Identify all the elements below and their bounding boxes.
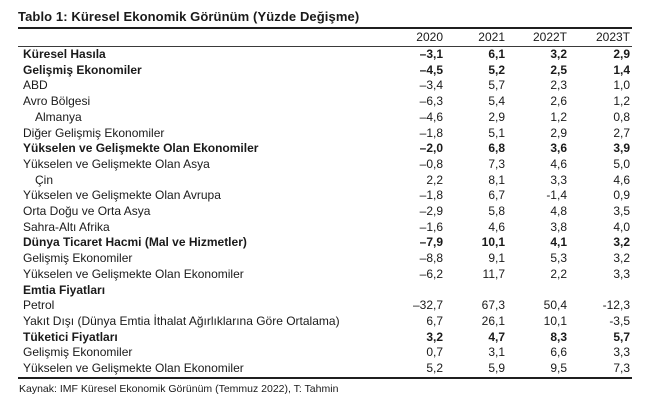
cell-2020: 6,7: [426, 313, 443, 328]
cell-2021: 11,7: [482, 266, 505, 281]
cell-2020: –8,8: [419, 251, 443, 266]
cell-2023t: [567, 283, 632, 299]
cell-2023t: 3,2: [613, 235, 630, 250]
cell-2022t: 10,1: [543, 313, 567, 328]
row-label: Orta Doğu ve Orta Asya: [23, 204, 151, 219]
cell-2022t: 3,8: [550, 219, 567, 234]
cell-2020: –2,9: [419, 204, 443, 219]
cell-2023t: 4,6: [613, 172, 630, 187]
cell-2020: –4,5: [419, 62, 443, 77]
table-body: [18, 47, 632, 378]
cell-2021: 5,2: [488, 62, 505, 77]
row-label: Küresel Hasıla: [23, 47, 106, 61]
col-header-2021: 2021: [443, 28, 505, 47]
cell-2021: 6,7: [488, 188, 505, 203]
cell-2023t: 5,7: [613, 329, 630, 344]
cell-2021: 5,4: [488, 94, 505, 109]
cell-2020: –6,2: [419, 266, 443, 281]
table-row: [18, 298, 632, 314]
table-row: [18, 330, 632, 346]
table-row: [18, 110, 632, 126]
row-label: Diğer Gelişmiş Ekonomiler: [23, 125, 165, 140]
row-label: Yükselen ve Gelişmekte Olan Avrupa: [23, 188, 221, 203]
cell-2023t: 1,0: [613, 78, 630, 93]
cell-2022t: 3,2: [550, 47, 567, 61]
row-label: Gelişmiş Ekonomiler: [23, 62, 142, 77]
cell-2023t: 3,3: [613, 345, 630, 360]
table-row: [18, 63, 632, 79]
cell-2022t: 2,2: [550, 266, 567, 281]
cell-2021: 5,7: [488, 78, 505, 93]
table-row: [18, 251, 632, 267]
cell-2021: [443, 283, 505, 299]
cell-2020: –2,0: [419, 141, 443, 156]
cell-2020: –3,1: [419, 47, 443, 61]
cell-2020: 2,2: [426, 172, 443, 187]
cell-2023t: -12,3: [602, 298, 630, 313]
cell-2023t: 0,9: [613, 188, 630, 203]
cell-2023t: 1,4: [613, 62, 630, 77]
cell-2021: 4,7: [488, 329, 505, 344]
economic-outlook-table: [18, 27, 632, 379]
cell-2022t: [505, 283, 567, 299]
cell-2021: 6,8: [488, 141, 505, 156]
cell-2022t: 2,9: [550, 125, 567, 140]
cell-2020: [379, 283, 443, 299]
row-label: ABD: [23, 78, 48, 93]
cell-2021: 5,8: [488, 204, 505, 219]
row-label: Yükselen ve Gelişmekte Olan Ekonomiler: [23, 266, 244, 281]
cell-2020: –3,4: [419, 78, 443, 93]
cell-2020: –32,7: [412, 298, 443, 313]
cell-2023t: 2,7: [613, 125, 630, 140]
cell-2021: 10,1: [481, 235, 505, 250]
cell-2021: 5,1: [488, 125, 505, 140]
cell-2023t: 4,0: [613, 219, 630, 234]
cell-2020: –1,8: [419, 188, 443, 203]
row-label: Yükselen ve Gelişmekte Olan Ekonomiler: [23, 361, 244, 376]
row-label: Yükselen ve Gelişmekte Olan Ekonomiler: [23, 141, 259, 156]
cell-2020: –0,8: [419, 156, 443, 171]
table-row: [18, 126, 632, 142]
cell-2021: 5,9: [488, 361, 505, 376]
table-row: [18, 157, 632, 173]
cell-2022t: 6,6: [550, 345, 567, 360]
row-label: Avro Bölgesi: [23, 94, 91, 109]
row-label: Dünya Ticaret Hacmi (Mal ve Hizmetler): [23, 235, 247, 250]
cell-2022t: 5,3: [550, 251, 567, 266]
header-label-spacer: [18, 28, 379, 47]
row-label: Çin: [35, 172, 54, 187]
table-row: [18, 141, 632, 157]
row-label: Gelişmiş Ekonomiler: [23, 251, 133, 266]
cell-2022t: 8,3: [550, 329, 567, 344]
cell-2022t: 2,5: [550, 62, 567, 77]
header-row: [18, 28, 632, 47]
cell-2021: 67,3: [481, 298, 505, 313]
cell-2021: 7,3: [488, 156, 505, 171]
cell-2022t: -1,4: [546, 188, 567, 203]
table-row: [18, 47, 632, 63]
cell-2021: 6,1: [488, 47, 505, 61]
cell-2023t: 3,9: [613, 141, 630, 156]
cell-2022t: 4,8: [550, 204, 567, 219]
cell-2020: –7,9: [419, 235, 443, 250]
table-row: [18, 188, 632, 204]
cell-2020: 0,7: [426, 345, 443, 360]
cell-2021: 4,6: [488, 219, 505, 234]
row-label: Tüketici Fiyatları: [23, 329, 118, 344]
cell-2022t: 50,4: [543, 298, 567, 313]
table-row: [18, 235, 632, 251]
table-row: [18, 283, 632, 299]
cell-2020: 5,2: [426, 361, 443, 376]
cell-2020: 3,2: [426, 329, 443, 344]
cell-2023t: 3,2: [613, 251, 630, 266]
cell-2022t: 4,1: [550, 235, 567, 250]
row-label: Yakıt Dışı (Dünya Emtia İthalat Ağırlıklarına Göre Ortalama): [23, 313, 340, 328]
row-label: Emtia Fiyatları: [23, 282, 106, 297]
cell-2021: 2,9: [488, 109, 505, 124]
cell-2023t: 7,3: [613, 361, 630, 376]
col-header-2020: 2020: [379, 28, 443, 47]
row-label: Sahra-Altı Afrika: [23, 219, 110, 234]
cell-2021: 3,1: [488, 345, 505, 360]
col-header-2023t: 2023T: [567, 28, 632, 47]
table-row: [18, 94, 632, 110]
cell-2023t: 3,3: [613, 266, 630, 281]
table-row: [18, 361, 632, 378]
table-row: [18, 220, 632, 236]
cell-2022t: 2,6: [550, 94, 567, 109]
cell-2022t: 1,2: [550, 109, 567, 124]
cell-2021: 26,1: [481, 313, 505, 328]
table-row: [18, 267, 632, 283]
cell-2022t: 2,3: [550, 78, 567, 93]
row-label: Petrol: [23, 298, 55, 313]
cell-2022t: 3,3: [550, 172, 567, 187]
table-row: [18, 204, 632, 220]
cell-2022t: 4,6: [550, 156, 567, 171]
cell-2023t: 1,2: [613, 94, 630, 109]
cell-2023t: -3,5: [609, 313, 630, 328]
source-note: Kaynak: IMF Küresel Ekonomik Görünüm (Temmuz 2022), T: Tahmin: [19, 382, 339, 395]
cell-2023t: 5,0: [613, 156, 630, 171]
table-row: [18, 314, 632, 330]
row-label: Yükselen ve Gelişmekte Olan Asya: [23, 156, 210, 171]
cell-2020: –1,6: [419, 219, 443, 234]
col-header-2022t: 2022T: [505, 28, 567, 47]
table-row: [18, 173, 632, 189]
row-label: Gelişmiş Ekonomiler: [23, 345, 133, 360]
row-label: Almanya: [35, 109, 82, 124]
cell-2022t: 9,5: [550, 361, 567, 376]
cell-2020: –4,6: [419, 109, 443, 124]
cell-2022t: 3,6: [550, 141, 567, 156]
cell-2023t: 2,9: [613, 47, 630, 61]
cell-2023t: 3,5: [613, 204, 630, 219]
cell-2021: 9,1: [488, 251, 505, 266]
cell-2023t: 0,8: [613, 109, 630, 124]
table-row: [18, 78, 632, 94]
table-row: [18, 345, 632, 361]
cell-2020: –1,8: [419, 125, 443, 140]
cell-2021: 8,1: [488, 172, 505, 187]
table-title: Tablo 1: Küresel Ekonomik Görünüm (Yüzde Değişme): [18, 9, 360, 24]
cell-2020: –6,3: [419, 94, 443, 109]
table-header: [18, 28, 632, 47]
